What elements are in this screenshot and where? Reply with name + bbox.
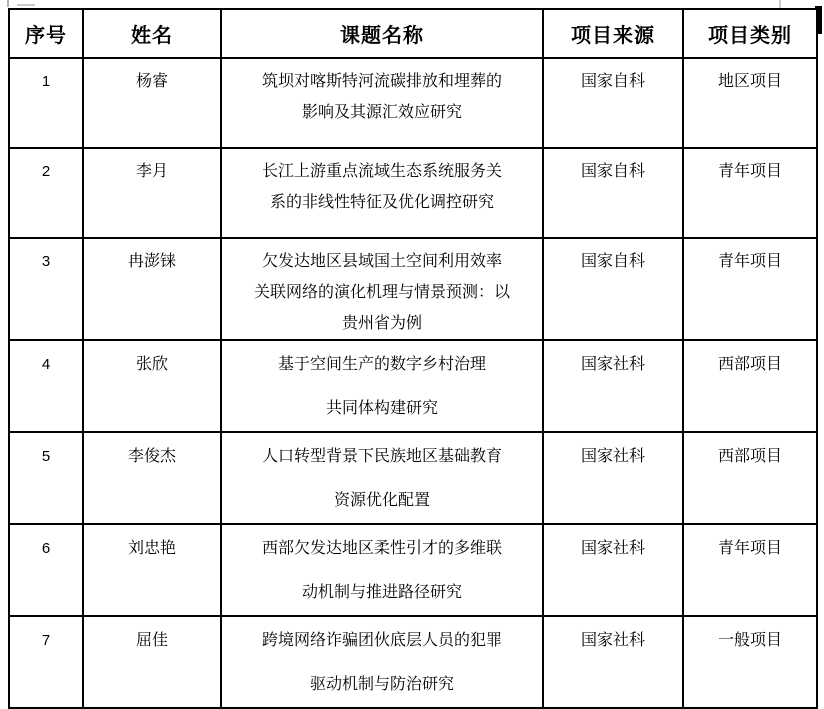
table-row <box>9 432 817 524</box>
title-line: 共同体构建研究 <box>325 400 438 417</box>
table-header-row <box>9 9 817 58</box>
cell-name: 刘忠艳 <box>83 524 221 616</box>
title-line: 关联网络的演化机理与情景预测：以 <box>253 284 510 301</box>
title-line: 欠发达地区县域国土空间利用效率 <box>261 253 502 270</box>
header-no: 序号 <box>9 9 83 58</box>
title-line: 长江上游重点流域生态系统服务关 <box>261 163 502 180</box>
projects-table <box>8 8 818 709</box>
cell-category: 青年项目 <box>683 238 817 340</box>
cell-category: 青年项目 <box>683 524 817 616</box>
cell-name: 屈佳 <box>83 616 221 708</box>
table-row <box>9 148 817 238</box>
title-line: 影响及其源汇效应研究 <box>301 104 462 121</box>
cell-category: 地区项目 <box>683 58 817 148</box>
gridline-fragment-icon <box>7 0 9 7</box>
cell-name: 李俊杰 <box>83 432 221 524</box>
cell-category: 西部项目 <box>683 432 817 524</box>
cell-title <box>221 340 543 432</box>
gridline-fragment-icon <box>17 4 35 6</box>
cell-source: 国家社科 <box>543 524 683 616</box>
cell-title <box>221 148 543 238</box>
cell-name: 杨睿 <box>83 58 221 148</box>
header-name: 姓名 <box>83 9 221 58</box>
cell-title <box>221 524 543 616</box>
cell-category: 青年项目 <box>683 148 817 238</box>
title-line: 西部欠发达地区柔性引才的多维联 <box>261 540 502 557</box>
cell-no: 6 <box>9 524 83 616</box>
cell-source: 国家社科 <box>543 616 683 708</box>
cell-source: 国家自科 <box>543 238 683 340</box>
cell-name: 李月 <box>83 148 221 238</box>
cell-title <box>221 238 543 340</box>
cell-no: 1 <box>9 58 83 148</box>
title-line: 驱动机制与防治研究 <box>309 676 454 693</box>
cell-source: 国家社科 <box>543 432 683 524</box>
table-row <box>9 616 817 708</box>
header-category: 项目类别 <box>683 9 817 58</box>
table-row <box>9 238 817 340</box>
header-source: 项目来源 <box>543 9 683 58</box>
cell-title <box>221 432 543 524</box>
title-line: 系的非线性特征及优化调控研究 <box>269 194 494 211</box>
table-row <box>9 340 817 432</box>
title-line: 跨境网络诈骗团伙底层人员的犯罪 <box>261 632 502 649</box>
cell-category: 一般项目 <box>683 616 817 708</box>
cell-name: 张欣 <box>83 340 221 432</box>
cell-no: 4 <box>9 340 83 432</box>
title-line: 动机制与推进路径研究 <box>301 584 462 601</box>
cell-name: 冉澎铼 <box>83 238 221 340</box>
title-line: 人口转型背景下民族地区基础教育 <box>261 448 502 465</box>
cell-source: 国家自科 <box>543 58 683 148</box>
cell-no: 7 <box>9 616 83 708</box>
table-row <box>9 58 817 148</box>
title-line: 资源优化配置 <box>333 492 430 509</box>
title-line: 基于空间生产的数字乡村治理 <box>277 356 486 373</box>
cell-source: 国家自科 <box>543 148 683 238</box>
cell-source: 国家社科 <box>543 340 683 432</box>
cell-title <box>221 616 543 708</box>
header-title: 课题名称 <box>221 9 543 58</box>
table-row <box>9 524 817 616</box>
cell-no: 2 <box>9 148 83 238</box>
title-line: 筑坝对喀斯特河流碳排放和埋葬的 <box>261 73 502 90</box>
cell-no: 5 <box>9 432 83 524</box>
cell-no: 3 <box>9 238 83 340</box>
title-line: 贵州省为例 <box>341 315 422 332</box>
cell-category: 西部项目 <box>683 340 817 432</box>
cell-title <box>221 58 543 148</box>
